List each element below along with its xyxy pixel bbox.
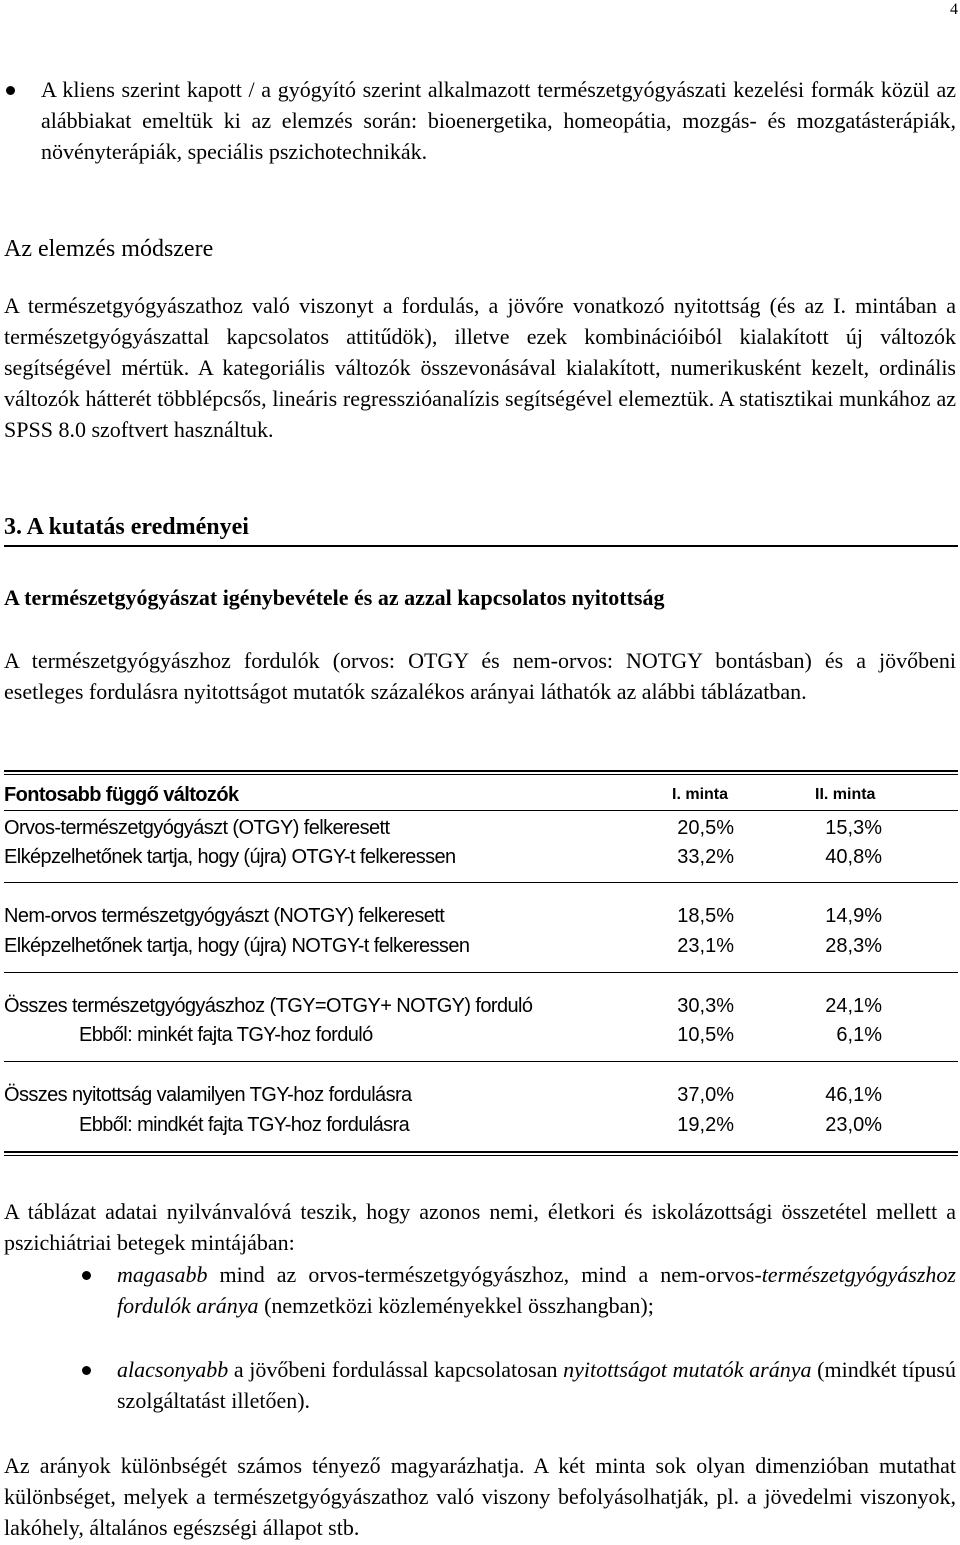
- table-row: [4, 931, 958, 961]
- results-intro-paragraph: A természetgyógyászhoz fordulók (orvos: OTGY és nem-orvos: NOTGY bontásban) és a jövőbeni esetleges fordulásra nyitottságot mutatók százalékos arányai láthatók az alábbi táblázatban.: [4, 648, 956, 704]
- table-cell-sample1: 10,5%: [677, 1024, 734, 1046]
- table-row-label: Ebből: mindkét fajta TGY-hoz fordulásra: [79, 1114, 410, 1136]
- table-cell-sample1: 23,1%: [677, 935, 734, 957]
- table-row-label: Elképzelhetőnek tartja, hogy (újra) NOTGY-t felkeressen: [4, 935, 470, 957]
- emphasis-text: természetgyógyászhoz fordulók aránya: [117, 1262, 956, 1318]
- table-cell-sample2: 24,1%: [825, 995, 882, 1017]
- closing-paragraph: Az arányok különbségét számos tényező magyarázhatja. A két minta sok olyan dimenzióban mutathat különbséget, melyek a természetgyógyászathoz való viszony befolyásolhatják, pl. a jövedelmi viszonyok, lakóhely, általános egészségi állapot stb.: [4, 1453, 956, 1540]
- table-cell-sample2: 14,9%: [825, 905, 882, 927]
- table-row-label: Orvos-természetgyógyászt (OTGY) felkeresett: [4, 817, 390, 839]
- table-row: [4, 901, 958, 931]
- table-cell-sample1: 30,3%: [677, 995, 734, 1017]
- table-cell-sample2: 46,1%: [825, 1084, 882, 1106]
- table-group-rule: [4, 882, 958, 883]
- list-item-text: (nemzetközi közleményekkel összhangban);: [258, 1293, 654, 1318]
- table-bottom-rule: [4, 1151, 958, 1156]
- table-cell-sample2: 6,1%: [836, 1024, 882, 1046]
- table-cell-sample1: 33,2%: [677, 846, 734, 868]
- conclusion-list-item: [117, 1259, 956, 1321]
- table-row: [4, 1080, 958, 1110]
- emphasis-text: nyitottságot mutatók aránya: [563, 1357, 812, 1382]
- table-cell-sample2: 28,3%: [825, 935, 882, 957]
- table-row-label: Ebből: minkét fajta TGY-hoz forduló: [79, 1024, 373, 1046]
- table-group-rule: [4, 1061, 958, 1062]
- table-cell-sample1: 18,5%: [677, 905, 734, 927]
- table-header-col1: I. minta: [672, 786, 729, 803]
- table-cell-sample2: 40,8%: [825, 846, 882, 868]
- bullet-icon: [82, 1366, 91, 1375]
- table-row: [4, 813, 958, 843]
- table-cell-sample1: 37,0%: [677, 1084, 734, 1106]
- table-row: [4, 1020, 958, 1050]
- table-row: [4, 1110, 958, 1140]
- table-cell-sample2: 15,3%: [825, 817, 882, 839]
- bullet-icon: [6, 86, 15, 95]
- results-subheading: A természetgyógyászat igénybevétele és az azzal kapcsolatos nyitottság: [4, 585, 665, 610]
- table-row-label: Elképzelhetőnek tartja, hogy (újra) OTGY-t felkeressen: [4, 846, 456, 868]
- table-row-label: Összes természetgyógyászhoz (TGY=OTGY+ NOTGY) forduló: [4, 995, 533, 1017]
- table-header-row: [4, 780, 958, 810]
- bullet-icon: [82, 1271, 91, 1280]
- table-header-col2: II. minta: [815, 786, 876, 803]
- emphasis-text: alacsonyabb: [117, 1357, 229, 1382]
- intro-bullet-text: A kliens szerint kapott / a gyógyító szerint alkalmazott természetgyógyászati kezelési formák közül az alábbiakat emeltük ki az elemzés során: bioenergetika, homeopátia, mozgás- és mozgatásterápiák, növényterápiák, speciális pszichotechnikák.: [41, 77, 956, 164]
- table-row: [4, 842, 958, 872]
- conclusion-intro-paragraph: A táblázat adatai nyilvánvalóvá teszik, hogy azonos nemi, életkori és iskolázottsági összetétel mellett a pszichiátriai betegek mintájában:: [4, 1199, 956, 1255]
- table-row-label: Nem-orvos természetgyógyászt (NOTGY) felkeresett: [4, 905, 445, 927]
- method-heading: Az elemzés módszere: [4, 236, 214, 262]
- emphasis-text: magasabb: [117, 1262, 208, 1287]
- results-heading: 3. A kutatás eredményei: [4, 514, 249, 540]
- table-row-label: Összes nyitottság valamilyen TGY-hoz fordulásra: [4, 1084, 412, 1106]
- table-cell-sample1: 19,2%: [677, 1114, 734, 1136]
- list-item-text: a jövőbeni fordulással kapcsolatosan: [228, 1357, 564, 1382]
- list-item-text: (mindkét típusú szolgáltatást illetően).: [117, 1357, 956, 1413]
- table-header-rule: [4, 810, 958, 811]
- table-cell-sample1: 20,5%: [677, 817, 734, 839]
- conclusion-list-item: [117, 1354, 956, 1416]
- page-number: 4: [950, 1, 958, 18]
- table-top-rule: [4, 770, 958, 775]
- results-heading-rule: [4, 545, 958, 547]
- table-header-label: Fontosabb függő változók: [4, 784, 239, 806]
- method-paragraph: A természetgyógyászathoz való viszonyt a fordulás, a jövőre vonatkozó nyitottság (és az I. mintában a természetgyógyászattal kapcsolatos attitűdök), illetve ezek kombinációiból kialakított új változók segítségével mértük. A kategoriális változók összevonásával kialakított, numerikusként kezelt, ordinális változók hátterét többlépcsős, lineáris regresszióanalízis segítségével elemeztük. A statisztikai munkához az SPSS 8.0 szoftvert használtuk.: [4, 293, 956, 442]
- table-group-rule: [4, 972, 958, 973]
- list-item-text: mind az orvos-természetgyógyászhoz, mind a nem-orvos-: [207, 1262, 762, 1287]
- table-cell-sample2: 23,0%: [825, 1114, 882, 1136]
- table-row: [4, 991, 958, 1021]
